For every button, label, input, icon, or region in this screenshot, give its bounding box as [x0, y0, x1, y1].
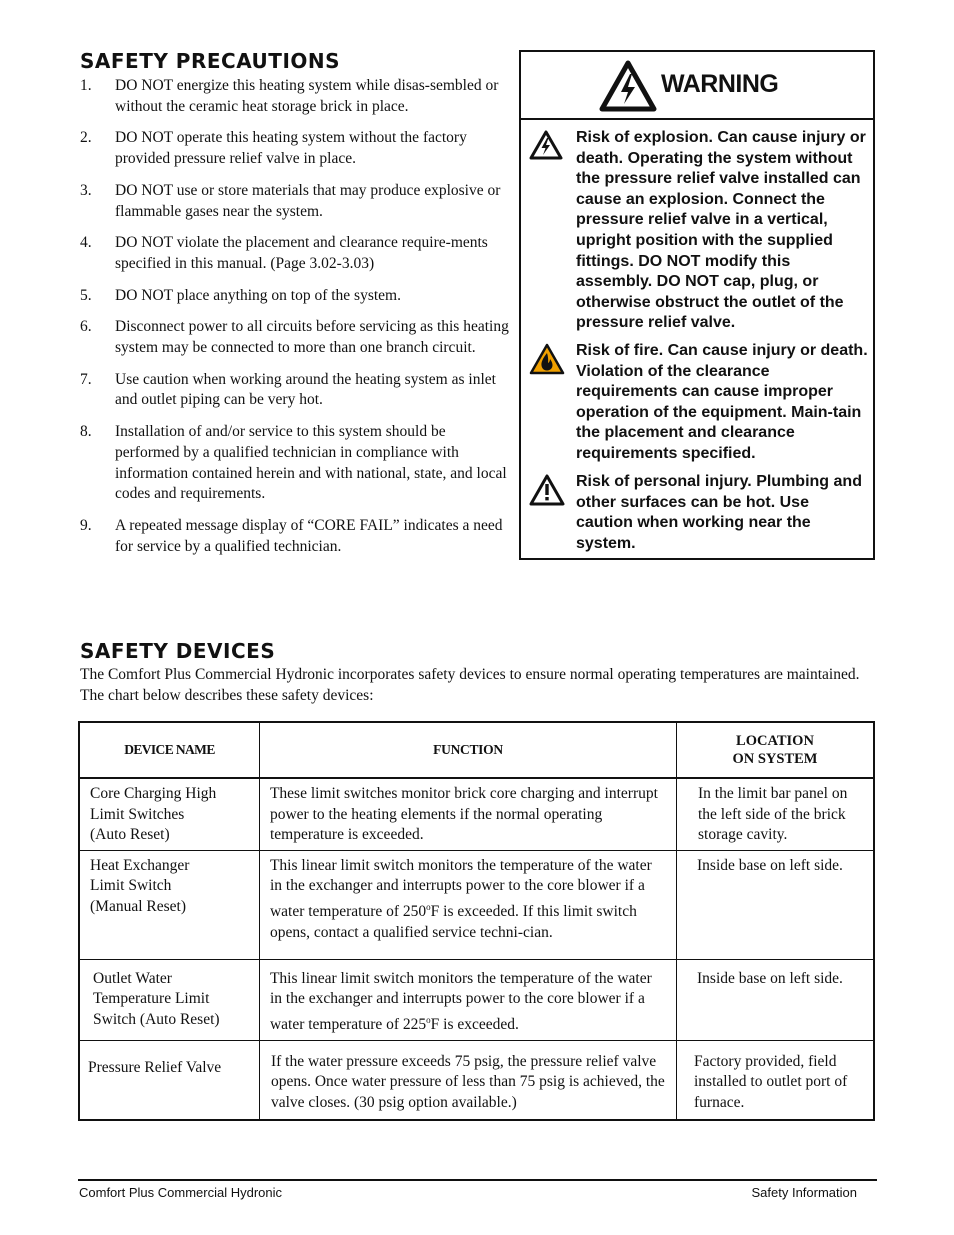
warning-item-text: Risk of explosion. Can cause injury or death. Operating the system without the pressure relief valve installed can cause an explosion. Connect the pressure relief valve in a vertical, upright position with the supplied fittings. DO NOT modify this assembly. DO NOT cap, plug, or otherwise obstruct the outlet of the pressure relief valve.	[576, 129, 866, 332]
precautions-list	[80, 76, 512, 568]
precautions-title: SAFETY PRECAUTIONS	[80, 49, 341, 73]
header-function: FUNCTION	[259, 722, 676, 778]
devices-intro: The Comfort Plus Commercial Hydronic incorporates safety devices to ensure normal operating temperatures are maintained. The chart below describes these safety devices:	[80, 666, 860, 704]
function-cell: This linear limit switch monitors the temperature of the water in the exchanger and interrupts power to the core blower if a water temperature of 250$^o$F is exceeded. If this limit switch opens, contact a qualified service techni-cian.	[259, 850, 676, 959]
table-row	[79, 1040, 874, 1120]
caution-icon	[529, 474, 565, 511]
electric-hazard-icon	[599, 60, 657, 117]
table-row	[79, 850, 874, 959]
list-item: 2. DO NOT operate this heating system without the factory provided pressure relief valve in place.	[80, 129, 467, 168]
fire-hazard-icon	[529, 343, 565, 380]
list-item: 9. A repeated message display of “CORE FAIL” indicates a need for service by a qualified technician.	[80, 516, 503, 555]
list-item: 7. Use caution when working around the heating system as inlet and outlet piping can be very hot.	[80, 370, 496, 409]
warning-item-text: Risk of fire. Can cause injury or death. Violation of the clearance requirements can cause improper operation of the equipment. Main-tain the placement and clearance requirements specified.	[576, 342, 868, 462]
warning-title: WARNING	[661, 70, 779, 98]
location-cell: Inside base on left side.	[677, 850, 875, 959]
location-cell: Factory provided, field installed to outlet port of furnace.	[677, 1040, 875, 1120]
location-cell: In the limit bar panel on the left side of the brick storage cavity.	[677, 778, 875, 850]
list-item: 1. DO NOT energize this heating system while disas-sembled or without the ceramic heat storage brick in place.	[80, 77, 499, 115]
list-item: 6. Disconnect power to all circuits before servicing as this heating system may be connected to more than one branch circuit.	[80, 318, 509, 357]
footer-section-name: Safety Information	[751, 1185, 857, 1200]
warning-item-text: Risk of personal injury. Plumbing and other surfaces can be hot. Use caution when working near the system.	[576, 473, 862, 552]
location-cell: Inside base on left side.	[677, 959, 875, 1040]
header-location: LOCATION ON SYSTEM	[677, 722, 875, 778]
table-header-row	[79, 722, 874, 778]
list-item: 4. DO NOT violate the placement and clearance require-ments specified in this manual. (Page 3.02-3.03)	[80, 234, 488, 272]
electric-hazard-icon	[529, 130, 563, 165]
devices-title: SAFETY DEVICES	[80, 639, 276, 663]
list-item: 5. DO NOT place anything on top of the system.	[80, 286, 401, 304]
device-name-cell: Core Charging High Limit Switches (Auto Reset)	[90, 785, 217, 844]
table-row	[79, 778, 874, 850]
table-row	[79, 959, 874, 1040]
function-cell: This linear limit switch monitors the temperature of the water in the exchanger and interrupts power to the core blower if a water temperature of 225$^o$F is exceeded.	[259, 959, 676, 1040]
function-cell: These limit switches monitor brick core charging and interrupt power to the heating elements if the normal operating temperature is exceeded.	[259, 778, 676, 850]
footer-divider	[78, 1179, 877, 1181]
footer-product-name: Comfort Plus Commercial Hydronic	[79, 1185, 282, 1200]
header-device-name: DEVICE NAME	[79, 722, 259, 778]
list-item: 8. Installation of and/or service to this system should be performed by a qualified technician in compliance with information contained herein and with national, state, and local codes and requirements.	[80, 423, 507, 503]
warning-header	[521, 52, 873, 120]
safety-devices-table	[78, 721, 875, 1121]
list-item: 3. DO NOT use or store materials that may produce explosive or flammable gases near the system.	[80, 181, 501, 220]
device-name-cell: Heat Exchanger Limit Switch (Manual Reset)	[79, 850, 259, 959]
function-cell: If the water pressure exceeds 75 psig, the pressure relief valve opens. Once water pressure of less than 75 psig is achieved, the valve closes. (30 psig option available.)	[259, 1040, 676, 1120]
warning-box	[519, 50, 875, 560]
device-name-cell: Outlet Water Temperature Limit Switch (Auto Reset)	[79, 959, 259, 1040]
device-name-cell: Pressure Relief Valve	[79, 1040, 259, 1120]
